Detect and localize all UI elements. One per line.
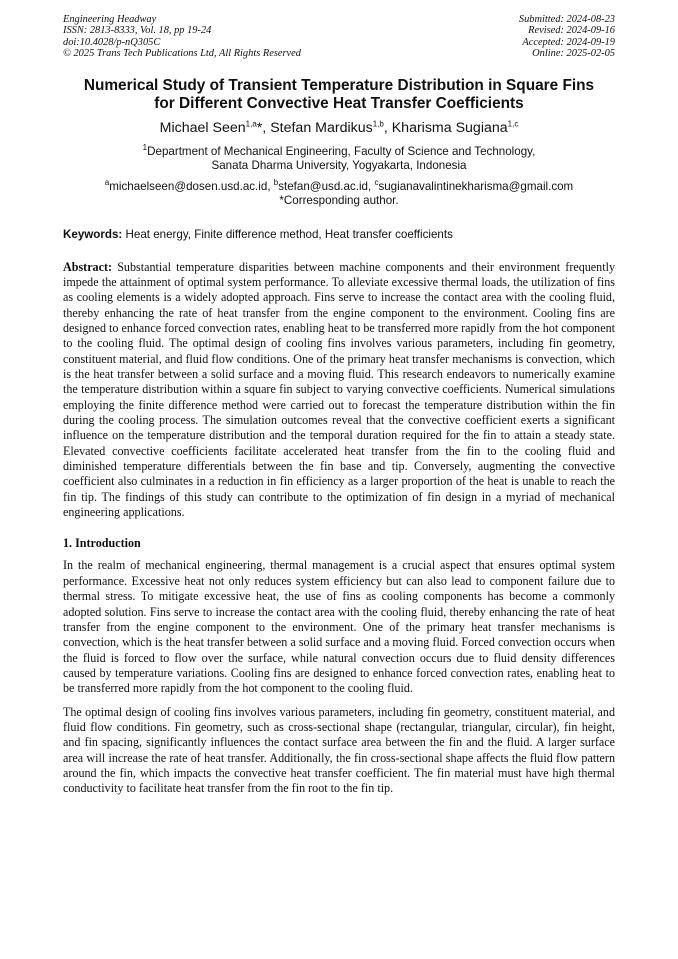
separator: , xyxy=(383,119,392,136)
abstract-text: Substantial temperature disparities between machine components and their environment frequently impede the attainment of optimal system performance. To alleviate excessive thermal loads, the utilization of fins as cooling elements is a widely adopted approach. Fins serve to increase the contact area with the cooling fluid, thereby enhancing the rate of heat transfer from the engine component to the environment. Cooling fins are designed to enhance forced convection rates, enabling heat to be transferred more rapidly from the hot component to the cooling fluid. The optimal design of cooling fins involves various parameters, including fin geometry, constituent material, and fluid flow conditions. One of the primary heat transfer mechanisms is convection, which is the heat transfer between a solid surface and a moving fluid. This research endeavors to numerically examine the temperature distribution within a square fin subject to varying convective coefficients. Numerical simulations employing the finite difference method were carried out to forecast the temperature distribution within the fin during the cooling process. The simulation outcomes reveal that the convective coefficient exerts a significant influence on the temperature distribution and the temporal duration required for the fin to attain a steady state. Elevated convective coefficients facilitate accelerated heat transfer from the fin to the cooling fluid and diminished temperature differentials between the fin base and tip. Conversely, augmenting the convective coefficient also culminates in a reduction in fin efficiency as a larger proportion of the heat is unable to reach the fin tip. The findings of this study can contribute to the optimization of fin design in a myriad of mechanical engineering applications. xyxy=(63,259,615,520)
online-date: Online: 2025-02-05 xyxy=(532,48,615,60)
author xyxy=(270,120,392,136)
submitted-date: Submitted: 2024-08-23 xyxy=(518,14,615,25)
abstract xyxy=(63,260,615,521)
journal-name: Engineering Headway xyxy=(63,14,157,25)
title-line: for Different Convective Heat Transfer Coefficients xyxy=(154,95,524,113)
doi[interactable]: doi:10.4028/p-nQ305C xyxy=(63,36,161,48)
author-affiliation-sup: 1,c xyxy=(507,118,519,128)
journal-header xyxy=(63,14,615,60)
section-heading-introduction: 1. Introduction xyxy=(63,536,141,551)
author-name: Kharisma Sugiana xyxy=(391,119,508,136)
copyright: © 2025 Trans Tech Publications Ltd, All Rights Reserved xyxy=(63,48,301,60)
affiliation-sup: 1 xyxy=(142,142,148,152)
email-link[interactable]: michaelseen@dosen.usd.ac.id xyxy=(109,179,268,193)
separator: , xyxy=(267,179,274,193)
keywords-label: Keywords: xyxy=(63,227,123,241)
revised-date: Revised: 2024-09-16 xyxy=(528,25,615,37)
paper-page xyxy=(63,14,615,797)
journal-info xyxy=(63,14,301,60)
author-affiliation-sup: 1,b xyxy=(372,118,384,128)
author-list xyxy=(63,120,615,137)
affiliation xyxy=(63,142,615,174)
email-link[interactable]: stefan@usd.ac.id xyxy=(278,179,368,193)
email-sup: b xyxy=(273,177,279,187)
issn-volume: ISSN: 2813-8333, Vol. 18, pp 19-24 xyxy=(63,25,212,37)
publication-dates xyxy=(519,14,615,60)
separator: , xyxy=(367,179,375,193)
author xyxy=(392,120,519,136)
corresponding-author-note: *Corresponding author. xyxy=(279,194,399,208)
email-sup: a xyxy=(104,177,110,187)
email-sup: c xyxy=(374,177,379,187)
corresponding-marker: * xyxy=(256,119,263,136)
accepted-date: Accepted: 2024-09-19 xyxy=(522,36,615,48)
affiliation-line: Department of Mechanical Engineering, Faculty of Science and Technology, xyxy=(147,144,536,158)
abstract-label: Abstract: xyxy=(63,259,113,274)
body-paragraph: The optimal design of cooling fins involves various parameters, including fin geometry, constituent material, and fluid flow conditions. Fin geometry, such as cross-sectional shape (rectangular, triangular, circular), fin height, and fin spacing, significantly influences the contact surface area between the fin and the fluid. A larger surface area will increase the rate of heat transfer. Additionally, the fin cross-sectional shape affects the fluid flow pattern around the fin, which impacts the convective heat transfer coefficient. The fin material must have high thermal conductivity to facilitate heat transfer from the fin root to the fin tip. xyxy=(63,704,615,796)
paper-title xyxy=(63,77,615,114)
author-emails xyxy=(63,177,615,209)
author-name: Stefan Mardikus xyxy=(270,119,373,136)
author-affiliation-sup: 1,a xyxy=(245,118,257,128)
author-name: Michael Seen xyxy=(159,119,246,136)
separator: , xyxy=(262,119,271,136)
author xyxy=(160,120,271,136)
affiliation-line: Sanata Dharma University, Yogyakarta, Indonesia xyxy=(211,159,467,173)
keywords-text: Heat energy, Finite difference method, Heat transfer coefficients xyxy=(122,227,453,241)
body-paragraph: In the realm of mechanical engineering, thermal management is a crucial aspect that ensures optimal system performance. Excessive heat not only reduces system efficiency but can also lead to component failure due to thermal stress. To mitigate excessive heat, the use of fins as cooling components has become a commonly adopted solution. Fins serve to increase the contact area with the cooling fluid, thereby enhancing the rate of heat transfer from the engine component to the environment. One of the primary heat transfer mechanisms is convection, which is the heat transfer between a solid surface and a moving fluid. Forced convection occurs when the fluid is forced to flow over the surface, while natural convection occurs due to fluid density differences caused by temperature variations. Cooling fins are designed to enhance forced convection rates, enabling heat to be transferred more rapidly from the hot component to the cooling fluid. xyxy=(63,558,615,696)
title-line: Numerical Study of Transient Temperature Distribution in Square Fins xyxy=(83,76,595,94)
email-link[interactable]: sugianavalintinekharisma@gmail.com xyxy=(378,179,574,193)
keywords xyxy=(63,228,615,242)
